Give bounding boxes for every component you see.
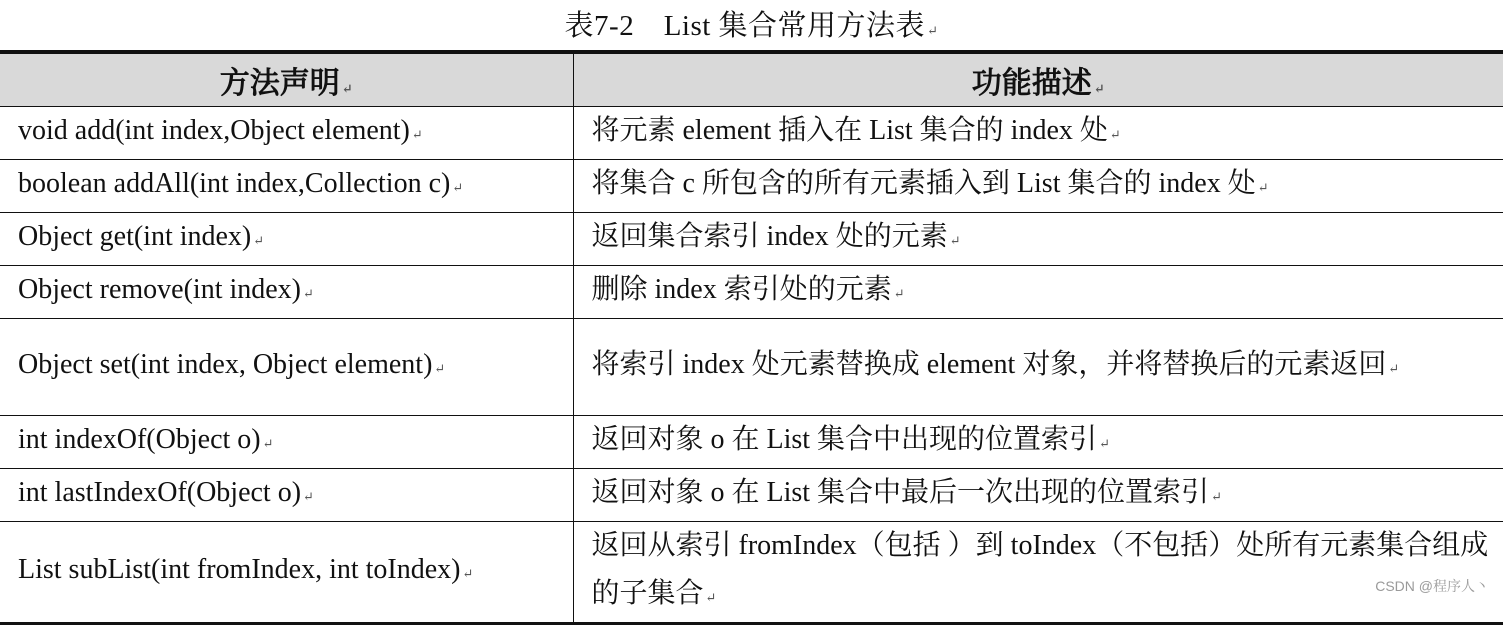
method-cell [0,522,573,624]
method-cell [0,160,573,213]
header-label: 方法声明 [219,67,340,100]
description-cell [573,469,1503,522]
paragraph-mark-icon: ↵ [949,233,961,248]
method-text: int lastIndexOf(Object o) [18,477,302,508]
method-cell [0,213,573,266]
description-text: 将元素 element 插入在 List 集合的 index 处 [591,115,1108,146]
paragraph-mark-icon: ↵ [411,127,423,142]
table-row [0,160,1503,213]
paragraph-mark-icon: ↵ [1109,127,1121,142]
method-text: List subList(int fromIndex, int toIndex) [18,554,461,585]
paragraph-mark-icon: ↵ [253,233,265,248]
table-row [0,213,1503,266]
paragraph-mark-icon: ↵ [303,286,314,301]
paragraph-mark-icon: ↵ [1388,361,1400,376]
paragraph-mark-icon: ↵ [452,180,464,195]
description-cell [573,266,1503,319]
paragraph-mark-icon: ↵ [303,489,314,504]
description-text: 返回对象 o 在 List 集合中出现的位置索引 [591,424,1098,455]
description-text: 将集合 c 所包含的所有元素插入到 List 集合的 index 处 [591,168,1256,199]
table-row [0,107,1503,160]
description-cell [573,416,1503,469]
paragraph-mark-icon: ↵ [434,361,446,376]
method-text: void add(int index,Object element) [18,115,410,146]
table-caption [0,6,1503,51]
paragraph-mark-icon: ↵ [341,81,353,96]
paragraph-mark-icon: ↵ [1211,489,1222,504]
description-text: 将索引 index 处元素替换成 element 对象，并将替换后的元素返回 [591,349,1387,380]
method-cell [0,107,573,160]
table-row [0,416,1503,469]
description-text: 返回从索引 fromIndex（包括 ）到 toIndex（不包括）处所有元素集合组成的子集合 [591,530,1489,609]
method-text: Object set(int index, Object element) [18,349,433,380]
method-text: boolean addAll(int index,Collection c) [18,168,451,199]
description-text: 返回对象 o 在 List 集合中最后一次出现的位置索引 [591,477,1210,508]
method-text: int indexOf(Object o) [18,424,261,455]
paragraph-mark-icon: ↵ [705,590,717,605]
header-function-description [573,52,1503,107]
paragraph-mark-icon: ↵ [927,23,939,38]
paragraph-mark-icon: ↵ [462,566,474,581]
caption-text: 表7-2 List 集合常用方法表 [564,10,926,42]
table-header-row [0,52,1503,107]
csdn-watermark: CSDN @程序人丶 [1375,578,1489,594]
paragraph-mark-icon: ↵ [1099,436,1110,451]
header-method-declaration [0,52,573,107]
method-cell [0,469,573,522]
paragraph-mark-icon: ↵ [893,286,905,301]
method-cell [0,416,573,469]
paragraph-mark-icon: ↵ [1093,81,1105,96]
methods-table-container [0,50,1503,625]
method-cell [0,319,573,416]
method-cell [0,266,573,319]
list-methods-table [0,50,1503,625]
description-text: 返回集合索引 index 处的元素 [591,221,948,252]
description-cell [573,107,1503,160]
description-cell [573,522,1503,624]
paragraph-mark-icon: ↵ [1257,180,1269,195]
description-cell [573,213,1503,266]
table-row [0,522,1503,624]
table-row [0,266,1503,319]
method-text: Object remove(int index) [18,274,302,305]
header-label: 功能描述 [971,67,1092,100]
table-row [0,319,1503,416]
description-cell [573,160,1503,213]
table-row [0,469,1503,522]
description-text: 删除 index 索引处的元素 [591,274,892,305]
description-cell [573,319,1503,416]
method-text: Object get(int index) [18,221,252,252]
paragraph-mark-icon: ↵ [262,436,274,451]
